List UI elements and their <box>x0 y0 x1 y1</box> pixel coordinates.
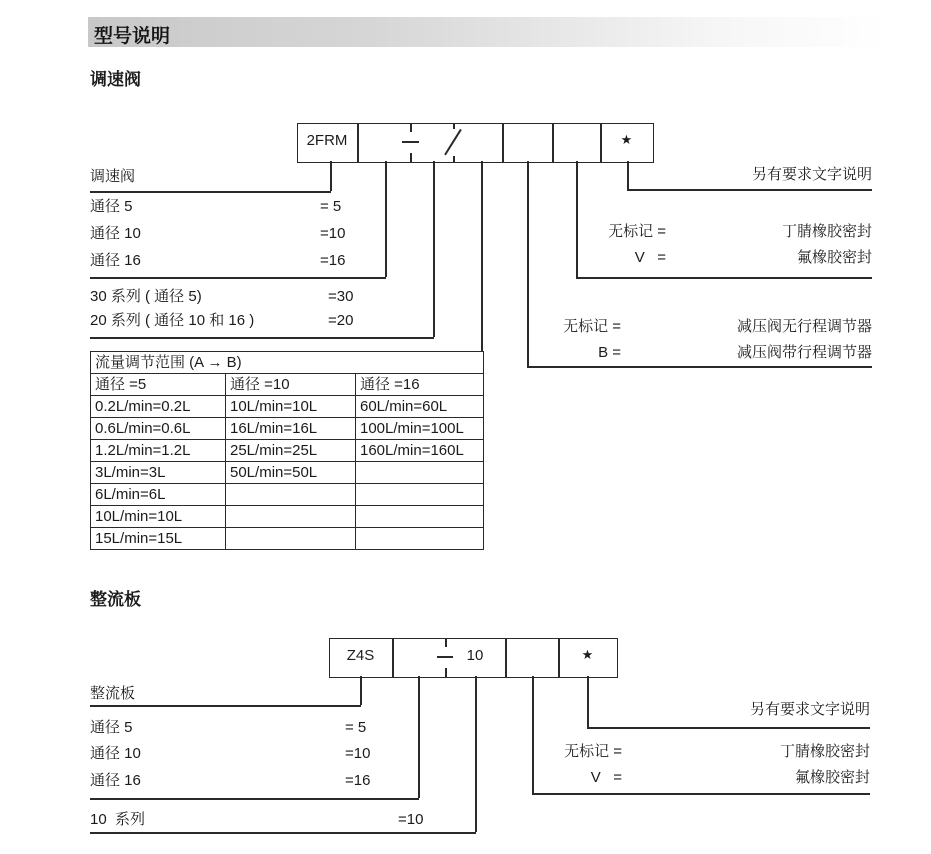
option-label: 通径 16 <box>90 772 141 789</box>
option-value: =10 <box>398 811 424 828</box>
connector-line <box>330 161 332 191</box>
dash-symbol <box>402 141 419 143</box>
divider-tick <box>453 123 455 129</box>
seal-value: 氟橡胶密封 <box>796 249 872 266</box>
option-value: =10 <box>345 745 371 762</box>
table-cell: 6L/min=6L <box>91 484 226 506</box>
connector-line <box>385 161 387 277</box>
option-label: 30 系列 ( 通径 5) <box>90 288 202 305</box>
star-symbol: ★ <box>620 132 633 147</box>
regulator-value: 减压阀带行程调节器 <box>736 344 872 361</box>
option-value: =30 <box>328 288 354 305</box>
table-cell: 1.2L/min=1.2L <box>91 440 226 462</box>
flow-table-title: 流量调节范围 (A → B) <box>91 352 484 374</box>
table-cell: 16L/min=16L <box>226 418 356 440</box>
table-row <box>91 528 484 550</box>
table-cell: 0.6L/min=0.6L <box>91 418 226 440</box>
divider-line <box>392 638 394 677</box>
note-label: 另有要求文字说明 <box>749 701 870 718</box>
star-symbol: ★ <box>581 647 594 662</box>
connector-line <box>418 676 420 798</box>
underline <box>576 277 872 279</box>
seal-key: 无标记 = <box>608 223 666 240</box>
seal-value: 丁腈橡胶密封 <box>781 223 872 240</box>
section-heading-speed-valve: 调速阀 <box>90 70 141 89</box>
option-value: = 5 <box>345 719 367 736</box>
table-row <box>91 484 484 506</box>
plate-label: 整流板 <box>90 685 136 702</box>
option-value: =20 <box>328 312 354 329</box>
valve-label: 调速阀 <box>90 168 136 185</box>
table-cell: 25L/min=25L <box>226 440 356 462</box>
option-label: 20 系列 ( 通径 10 和 16 ) <box>90 312 255 329</box>
option-value: =16 <box>320 252 346 269</box>
divider-line <box>357 123 359 162</box>
table-cell: 15L/min=15L <box>91 528 226 550</box>
option-value: =16 <box>345 772 371 789</box>
underline <box>627 189 872 191</box>
table-cell <box>356 528 484 550</box>
model-code-prefix: Z4S <box>346 647 375 664</box>
page-title: 型号说明 <box>94 26 171 47</box>
page-title-bar <box>88 17 931 47</box>
model-code-size: 10 <box>466 647 484 664</box>
underline <box>90 798 419 800</box>
table-cell <box>226 528 356 550</box>
table-row <box>91 462 484 484</box>
connector-line <box>587 676 589 727</box>
section-heading-rectifier: 整流板 <box>90 590 141 609</box>
divider-line <box>505 638 507 677</box>
divider-tick <box>410 153 412 162</box>
regulator-key: 无标记 = <box>563 318 621 335</box>
divider-line <box>502 123 504 162</box>
divider-tick <box>445 638 447 647</box>
table-cell <box>356 462 484 484</box>
note-label: 另有要求文字说明 <box>751 166 872 183</box>
table-row <box>91 506 484 528</box>
seal-key: V = <box>634 249 666 266</box>
connector-line <box>360 676 362 705</box>
table-cell: 160L/min=160L <box>356 440 484 462</box>
regulator-key: B = <box>598 344 621 361</box>
table-cell <box>226 484 356 506</box>
table-cell: 10L/min=10L <box>91 506 226 528</box>
option-label: 通径 10 <box>90 225 141 242</box>
underline <box>90 277 386 279</box>
underline <box>90 191 331 193</box>
table-cell <box>226 506 356 528</box>
table-cell: 10L/min=10L <box>226 396 356 418</box>
table-cell <box>356 484 484 506</box>
seal-key: V = <box>590 769 622 786</box>
divider-line <box>552 123 554 162</box>
option-label: 通径 16 <box>90 252 141 269</box>
seal-key: 无标记 = <box>564 743 622 760</box>
regulator-value: 减压阀无行程调节器 <box>736 318 872 335</box>
table-cell: 60L/min=60L <box>356 396 484 418</box>
seal-value: 氟橡胶密封 <box>794 769 870 786</box>
underline <box>90 832 476 834</box>
table-row <box>91 440 484 462</box>
option-label: 通径 5 <box>90 198 133 215</box>
flow-range-table <box>90 351 484 550</box>
flow-table-col-header: 通径 =16 <box>356 374 484 396</box>
table-row <box>91 396 484 418</box>
divider-tick <box>453 156 455 162</box>
option-value: =10 <box>320 225 346 242</box>
table-cell: 3L/min=3L <box>91 462 226 484</box>
option-value: = 5 <box>320 198 342 215</box>
underline <box>527 366 872 368</box>
model-code-prefix: 2FRM <box>306 132 348 149</box>
connector-line <box>433 161 435 337</box>
divider-tick <box>445 668 447 677</box>
option-label: 通径 5 <box>90 719 133 736</box>
option-label: 10 系列 <box>90 811 146 828</box>
divider-tick <box>410 123 412 132</box>
table-row <box>91 418 484 440</box>
underline <box>532 793 870 795</box>
underline <box>90 337 434 339</box>
underline <box>587 727 870 729</box>
option-label: 通径 10 <box>90 745 141 762</box>
table-cell: 100L/min=100L <box>356 418 484 440</box>
flow-table-col-header: 通径 =5 <box>91 374 226 396</box>
underline <box>90 705 361 707</box>
table-cell <box>356 506 484 528</box>
table-cell: 50L/min=50L <box>226 462 356 484</box>
connector-line <box>627 161 629 189</box>
table-cell: 0.2L/min=0.2L <box>91 396 226 418</box>
flow-table-col-header: 通径 =10 <box>226 374 356 396</box>
seal-value: 丁腈橡胶密封 <box>779 743 870 760</box>
connector-line <box>475 676 477 832</box>
connector-line <box>481 161 483 351</box>
